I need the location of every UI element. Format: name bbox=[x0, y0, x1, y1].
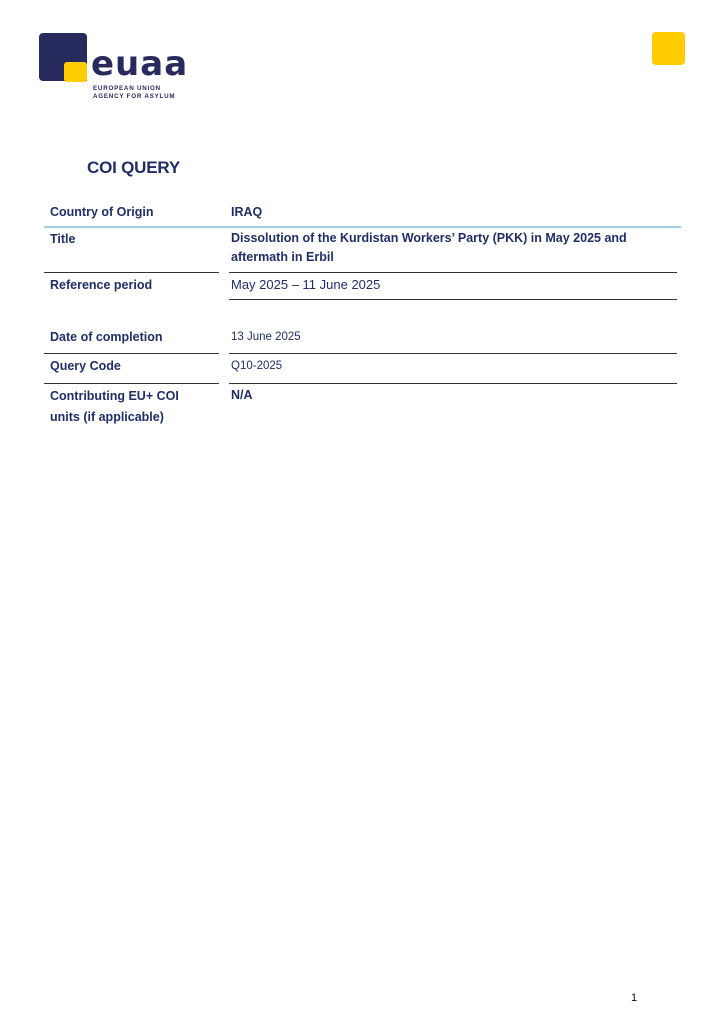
title-label: Title bbox=[50, 232, 76, 246]
divider bbox=[44, 272, 219, 273]
date-of-completion-label: Date of completion bbox=[50, 330, 163, 344]
country-of-origin-label: Country of Origin bbox=[50, 205, 154, 219]
query-code-label: Query Code bbox=[50, 359, 121, 373]
query-code-value: Q10-2025 bbox=[231, 360, 283, 372]
date-of-completion-value: 13 June 2025 bbox=[231, 331, 301, 343]
logo-subtitle-line-2: AGENCY FOR ASYLUM bbox=[93, 93, 176, 100]
logo-subtitle bbox=[93, 85, 175, 101]
country-of-origin-value: IRAQ bbox=[231, 205, 263, 219]
reference-period-value: May 2025 – 11 June 2025 bbox=[231, 277, 381, 292]
divider bbox=[44, 353, 219, 354]
accent-divider bbox=[44, 226, 681, 228]
logo-subtitle-line-1: EUROPEAN UNION bbox=[93, 85, 161, 92]
corner-yellow-square bbox=[652, 32, 685, 65]
contributing-units-label: Contributing EU+ COI units (if applicable) bbox=[50, 389, 179, 424]
divider bbox=[229, 383, 677, 384]
divider bbox=[229, 299, 677, 300]
reference-period-label: Reference period bbox=[50, 278, 153, 292]
euaa-logo-mark bbox=[39, 33, 89, 83]
euaa-logo bbox=[39, 33, 189, 108]
divider bbox=[44, 383, 219, 384]
divider bbox=[229, 353, 677, 354]
logo-wordmark: euaa bbox=[91, 44, 189, 84]
divider bbox=[229, 272, 677, 273]
document-heading: COI QUERY bbox=[87, 158, 180, 177]
page-number: 1 bbox=[631, 992, 638, 1004]
title-value: Dissolution of the Kurdistan Workers’ Party (PKK) in May 2025 and aftermath in Erbil bbox=[231, 231, 627, 264]
contributing-units-value: N/A bbox=[231, 388, 253, 402]
